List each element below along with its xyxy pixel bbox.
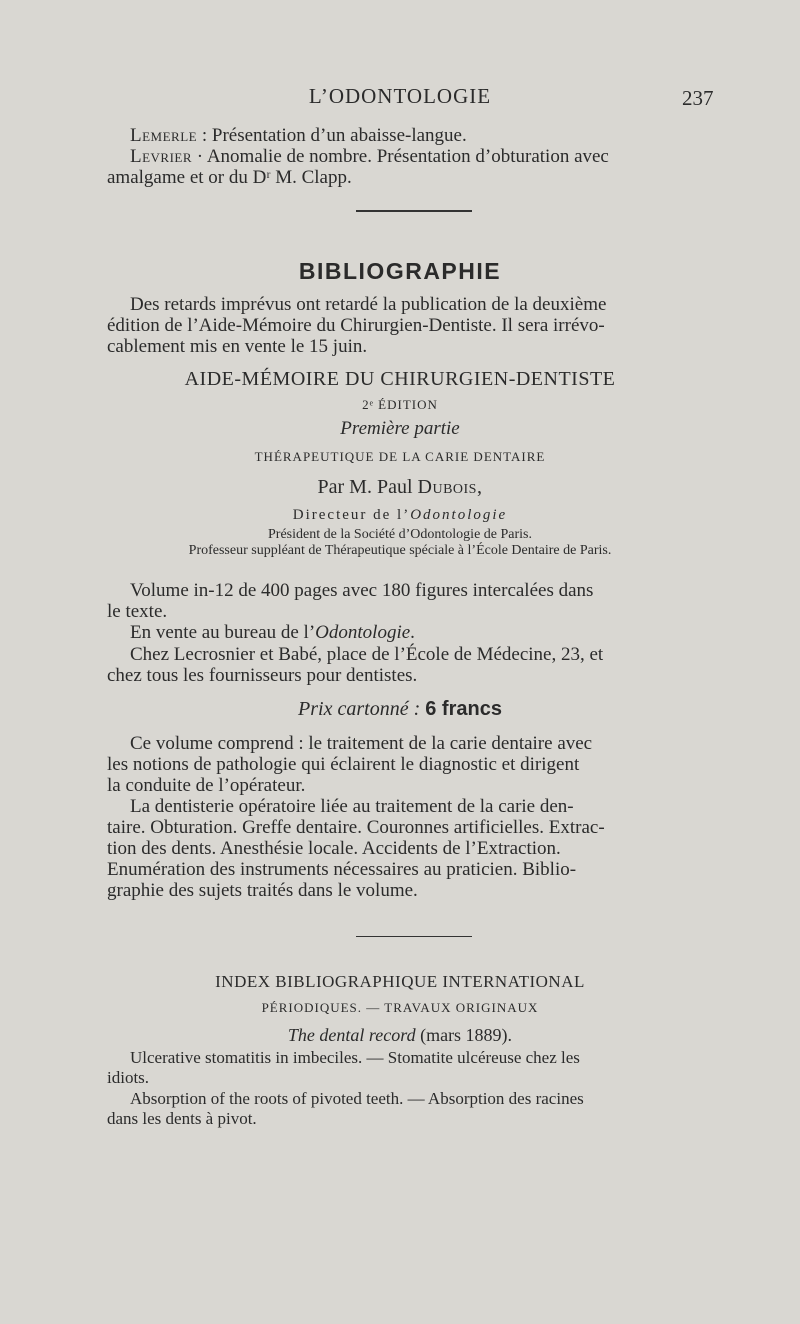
author-role [0,507,800,524]
entry-lemerle [130,125,467,146]
entry-levrier [130,146,609,167]
details-line: le texte. [107,601,168,622]
price-value: 6 francs [425,698,502,720]
contents-line: La dentisterie opératoire liée au traitement de la carie den- [130,796,574,817]
index-entry: Absorption of the roots of pivoted teeth. — Absorption des racines [130,1089,584,1108]
entry-text: · Anomalie de nombre. Présentation d’obturation avec [192,146,609,167]
details-line: Chez Lecrosnier et Babé, place de l’École de Médecine, 23, et [130,644,604,665]
details-line: chez tous les fournisseurs pour dentistes. [107,665,418,686]
index-entry: idiots. [107,1068,150,1087]
contents-line: Ce volume comprend : le traitement de la carie dentaire avec [130,733,593,754]
contents-line: tion des dents. Anesthésie locale. Accidents de l’Extraction. [107,838,561,859]
price-label: Prix cartonné : [298,698,421,720]
entry-name: Lemerle [130,125,198,146]
notice-line: cablement mis en vente le 15 juin. [107,336,368,357]
entry-name: Levrier [130,146,193,167]
entry-text: : Présentation d’un abaisse-langue. [197,125,467,146]
notice-line: Des retards imprévus ont retardé la publication de la deuxième [130,294,607,315]
book-title: AIDE-MÉMOIRE DU CHIRURGIEN-DENTISTE [184,368,616,390]
section-divider [356,210,472,212]
index-entry: dans les dents à pivot. [107,1109,257,1128]
journal-name: Odontologie [315,622,411,643]
journal-date: (mars 1889). [415,1025,513,1045]
author-position: Professeur suppléant de Thérapeutique spéciale à l’École Dentaire de Paris. [188,543,612,558]
author-position: Président de la Société d’Odontologie de Paris. [268,527,532,542]
role-prefix: Directeur de l’ [292,507,411,523]
section-divider [356,936,472,937]
contents-line: les notions de pathologie qui éclairent le diagnostic et dirigent [107,754,580,775]
book-subject: THÉRAPEUTIQUE DE LA CARIE DENTAIRE [254,449,546,464]
index-subtitle: PÉRIODIQUES. — TRAVAUX ORIGINAUX [261,1000,539,1015]
page-number: 237 [682,86,714,110]
contents-line: la conduite de l’opérateur. [107,775,306,796]
book-edition: 2ᵉ ÉDITION [362,397,438,412]
notice-line: édition de l’Aide-Mémoire du Chirurgien-Dentiste. Il sera irrévo- [107,315,605,336]
book-author [0,476,800,499]
contents-line: graphie des sujets traités dans le volume. [107,880,418,901]
index-title: INDEX BIBLIOGRAPHIQUE INTERNATIONAL [215,972,585,991]
details-line: En vente au bureau de l’Odontologie. [130,622,415,643]
price [0,698,800,721]
index-entry: Ulcerative stomatitis in imbeciles. — Stomatite ulcéreuse chez les [130,1048,580,1067]
contents-line: taire. Obturation. Greffe dentaire. Couronnes artificielles. Extrac- [107,817,605,838]
book-part: Première partie [340,418,460,439]
author-prefix: Par M. Paul [317,476,418,498]
contents-line: Enumération des instruments nécessaires au praticien. Biblio- [107,859,577,880]
entry-continuation: amalgame et or du Dʳ M. Clapp. [107,167,352,188]
section-title: BIBLIOGRAPHIE [298,258,502,284]
index-journal [0,1025,800,1046]
author-surname: Dubois, [417,476,483,498]
running-header: L’ODONTOLOGIE [308,84,492,108]
journal-title: The dental record [287,1025,416,1045]
details-line: Volume in-12 de 400 pages avec 180 figures intercalées dans [130,580,594,601]
role-journal: Odontologie [410,507,508,523]
